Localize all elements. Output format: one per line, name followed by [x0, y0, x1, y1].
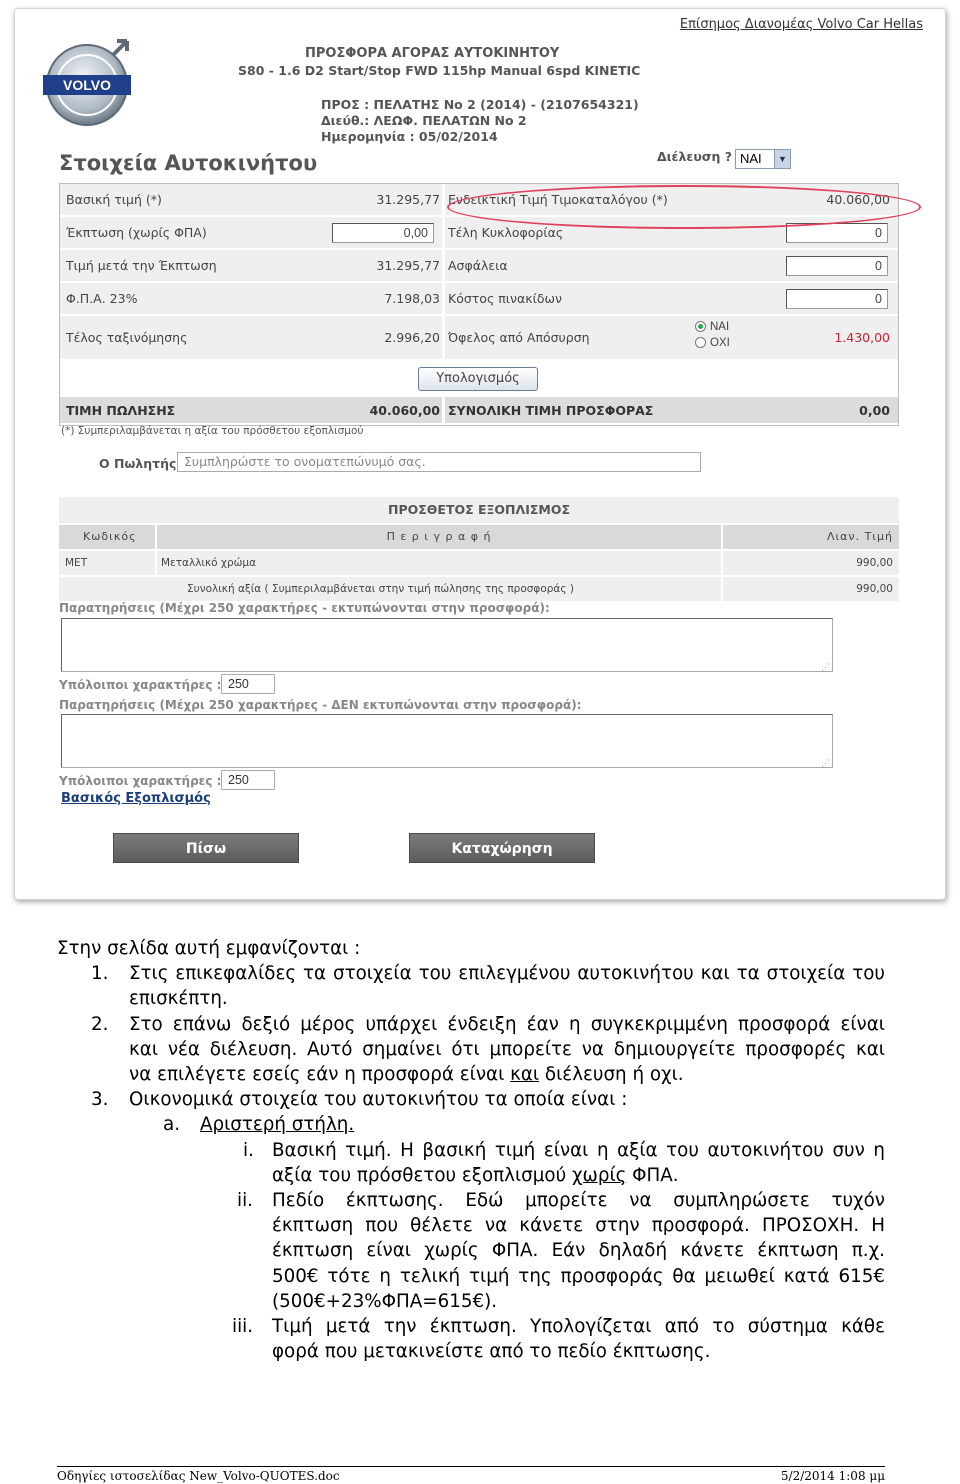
offer-date: Ημερομηνία : 05/02/2014 [321, 129, 498, 144]
transit-select[interactable] [735, 149, 791, 169]
offer-total-value: 0,00 [859, 402, 890, 418]
registration-fee-value: 2.996,20 [384, 330, 440, 345]
equipment-price: 990,00 [856, 557, 893, 569]
scrappage-value: 1.430,00 [834, 330, 890, 345]
iii-line2: φορά που μετακινείστε από το πεδίο έκπτωσης. [272, 1341, 711, 1362]
road-tax-label: Τέλη Κυκλοφορίας [448, 225, 564, 240]
embedded-screenshot [14, 8, 946, 900]
seller-label: Ο Πωλητής [99, 456, 177, 471]
item2-line3: να επιλέγετε εσείς εάν η προσφορά είναι και διέλευση ή οχι. [129, 1064, 684, 1085]
ii-line1: Πεδίο έκπτωσης. Εδώ μπορείτε να συμπληρώσετε τυχόν [272, 1190, 885, 1211]
equipment-description: Μεταλλικό χρώμα [161, 557, 257, 569]
col-code-header: Κωδικός [83, 530, 137, 543]
sale-price-value: 40.060,00 [369, 402, 440, 418]
remarks-hidden-label: Παρατηρήσεις (Μέχρι 250 χαρακτήρες - ΔΕΝ εκτυπώνονται στην προσφορά): [59, 698, 582, 712]
list-number: 1. [91, 963, 109, 984]
roman-i: i. [243, 1140, 254, 1161]
save-button[interactable]: Καταχώρηση [409, 833, 595, 863]
base-price-value: 31.295,77 [376, 192, 440, 207]
equipment-sum-row [59, 577, 899, 601]
item3-line1: Οικονομικά στοιχεία του αυτοκινήτου τα οποία είναι : [129, 1089, 628, 1110]
roman-ii: ii. [237, 1190, 253, 1211]
highlight-oval [447, 185, 921, 229]
plates-cost-input[interactable]: 0 [786, 289, 888, 309]
iii-line1: Τιμή μετά την έκπτωση. Υπολογίζεται από το σύστημα κάθε [272, 1316, 885, 1337]
discount-input[interactable]: 0,00 [332, 223, 434, 243]
chevron-down-icon: ▼ [774, 150, 790, 168]
ii-line3: έκπτωση είναι χωρίς ΦΠΑ. Εάν δηλαδή κάνετε έκπτωση π.χ. [272, 1240, 885, 1261]
vat-label: Φ.Π.Α. 23% [66, 291, 138, 306]
road-tax-input[interactable]: 0 [786, 223, 888, 243]
base-price-label: Βασική τιμή (*) [66, 192, 162, 207]
remaining-chars-label: Υπόλοιποι χαρακτήρες : [59, 774, 222, 788]
transit-label: Διέλευση ? [657, 149, 733, 164]
calc-row [60, 361, 898, 397]
item2-line1: Στο επάνω δεξιό μέρος υπάρχει ένδειξη έαν η συγκεκριμμένη προσφορά είναι [129, 1014, 885, 1035]
remarks-printed-textarea[interactable] [61, 618, 833, 672]
scrappage-radio-group [695, 319, 730, 351]
dealer-link[interactable]: Επίσημος Διανομέας Volvo Car Hellas [679, 17, 923, 32]
list-price-label: Ενδεικτική Τιμή Τιμοκαταλόγου (*) [448, 192, 668, 207]
footer-timestamp: 5/2/2014 1:08 μμ [780, 1469, 885, 1483]
vat-value: 7.198,03 [384, 291, 440, 306]
back-button[interactable]: Πίσω [113, 833, 299, 863]
list-number: 3. [91, 1089, 109, 1110]
ii-line5: (500€+23%ΦΠΑ=615€). [272, 1291, 498, 1312]
customer-address: Διεύθ.: ΛΕΩΦ. ΠΕΛΑΤΩΝ No 2 [321, 113, 527, 128]
price-note: (*) Συμπεριλαμβάνεται η αξία του πρόσθετου εξοπλισμού [61, 425, 364, 437]
scrappage-yes-option[interactable]: ΝΑΙ [695, 319, 730, 335]
price-after-discount-value: 31.295,77 [376, 258, 440, 273]
i-line1: Βασική τιμή. Η βασική τιμή είναι η αξία του αυτοκινήτου συν η [272, 1140, 885, 1161]
calculate-button[interactable]: Υπολογισμός [418, 367, 538, 391]
offer-total-label: ΣΥΝΟΛΙΚΗ ΤΙΜΗ ΠΡΟΣΦΟΡΑΣ [448, 402, 654, 418]
remaining-chars-value: 250 [221, 674, 275, 694]
sublist-letter: a. [163, 1114, 181, 1135]
remaining-chars-label: Υπόλοιποι χαρακτήρες : [59, 678, 222, 692]
col-description-header: Π ε ρ ι γ ρ α φ ή [386, 530, 492, 543]
item2-line2: και νέα διέλευση. Αυτό σημαίνει ότι μπορείτε να δημιουργείτε προσφορές και [129, 1039, 885, 1060]
equipment-sum-value: 990,00 [856, 583, 893, 595]
i-line2: αξία του πρόσθετου εξοπλισμού χωρίς ΦΠΑ. [272, 1165, 679, 1186]
insurance-label: Ασφάλεια [448, 258, 508, 273]
pricing-row [60, 283, 898, 316]
totals-row [60, 397, 898, 425]
discount-label: Έκπτωση (χωρίς ΦΠΑ) [66, 225, 207, 240]
pricing-row [60, 250, 898, 283]
scrappage-label: Όφελος από Απόσυρση [448, 330, 590, 345]
roman-iii: iii. [232, 1316, 254, 1337]
list-price-value: 40.060,00 [826, 192, 890, 207]
equipment-header-row [59, 525, 899, 549]
equipment-sum-label: Συνολική αξία ( Συμπεριλαμβάνεται στην τιμή πώλησης της προσφοράς ) [187, 583, 574, 595]
basic-equipment-link[interactable]: Βασικός Εξοπλισμός [61, 791, 211, 806]
radio-unchecked-icon [695, 337, 706, 348]
remaining-chars-value: 250 [221, 770, 275, 790]
radio-checked-icon [695, 321, 706, 332]
sale-price-label: ΤΙΜΗ ΠΩΛΗΣΗΣ [66, 402, 176, 418]
footer-rule [57, 1466, 885, 1467]
volvo-logo [41, 35, 135, 129]
customer-to: ΠΡΟΣ : ΠΕΛΑΤΗΣ No 2 (2014) - (2107654321) [321, 97, 639, 112]
price-after-discount-label: Τιμή μετά την Έκπτωση [66, 258, 217, 273]
transit-value: ΝΑΙ [740, 151, 762, 166]
scrappage-no-option[interactable]: ΟΧΙ [695, 335, 730, 351]
intro-text: Στην σελίδα αυτή εμφανίζονται : [57, 938, 361, 959]
equipment-table [59, 497, 899, 601]
seller-input[interactable]: Συμπληρώστε το ονοματεπώνυμό σας. [177, 452, 701, 472]
footer-filename: Οδηγίες ιστοσελίδας New_Volvo-QUOTES.doc [57, 1469, 340, 1483]
remarks-hidden-textarea[interactable] [61, 714, 833, 768]
item1-line2: επισκέπτη. [129, 988, 228, 1009]
col-price-header: Λιαν. Τιμή [826, 530, 893, 543]
section-title: Στοιχεία Αυτοκινήτου [59, 151, 318, 175]
sub-a-text: Αριστερή στήλη. [200, 1114, 355, 1135]
equipment-code: MET [65, 557, 88, 569]
logo-text: VOLVO [63, 77, 111, 93]
ii-line2: έκπτωση που θέλετε να κάνετε στην προσφορά. ΠΡΟΣΟΧΗ. Η [272, 1215, 885, 1236]
item1-line1: Στις επικεφαλίδες τα στοιχεία του επιλεγμένου αυτοκινήτου και τα στοιχεία του [129, 963, 885, 984]
equipment-title: ΠΡΟΣΘΕΤΟΣ ΕΞΟΠΛΙΣΜΟΣ [59, 497, 899, 523]
registration-fee-label: Τέλος ταξινόμησης [66, 330, 188, 345]
list-number: 2. [91, 1014, 109, 1035]
table-row [59, 551, 899, 575]
pricing-row [60, 316, 898, 361]
car-model: S80 - 1.6 D2 Start/Stop FWD 115hp Manual 6spd KINETIC [238, 63, 641, 78]
insurance-input[interactable]: 0 [786, 256, 888, 276]
remarks-printed-label: Παρατηρήσεις (Μέχρι 250 χαρακτήρες - εκτυπώνονται στην προσφορά): [59, 601, 550, 615]
plates-cost-label: Κόστος πινακίδων [448, 291, 562, 306]
offer-title: ΠΡΟΣΦΟΡΑ ΑΓΟΡΑΣ ΑΥΤΟΚΙΝΗΤΟΥ [305, 46, 560, 61]
ii-line4: 500€ τότε η τελική τιμή της προσφοράς θα μειωθεί κατά 615€ [272, 1266, 885, 1287]
